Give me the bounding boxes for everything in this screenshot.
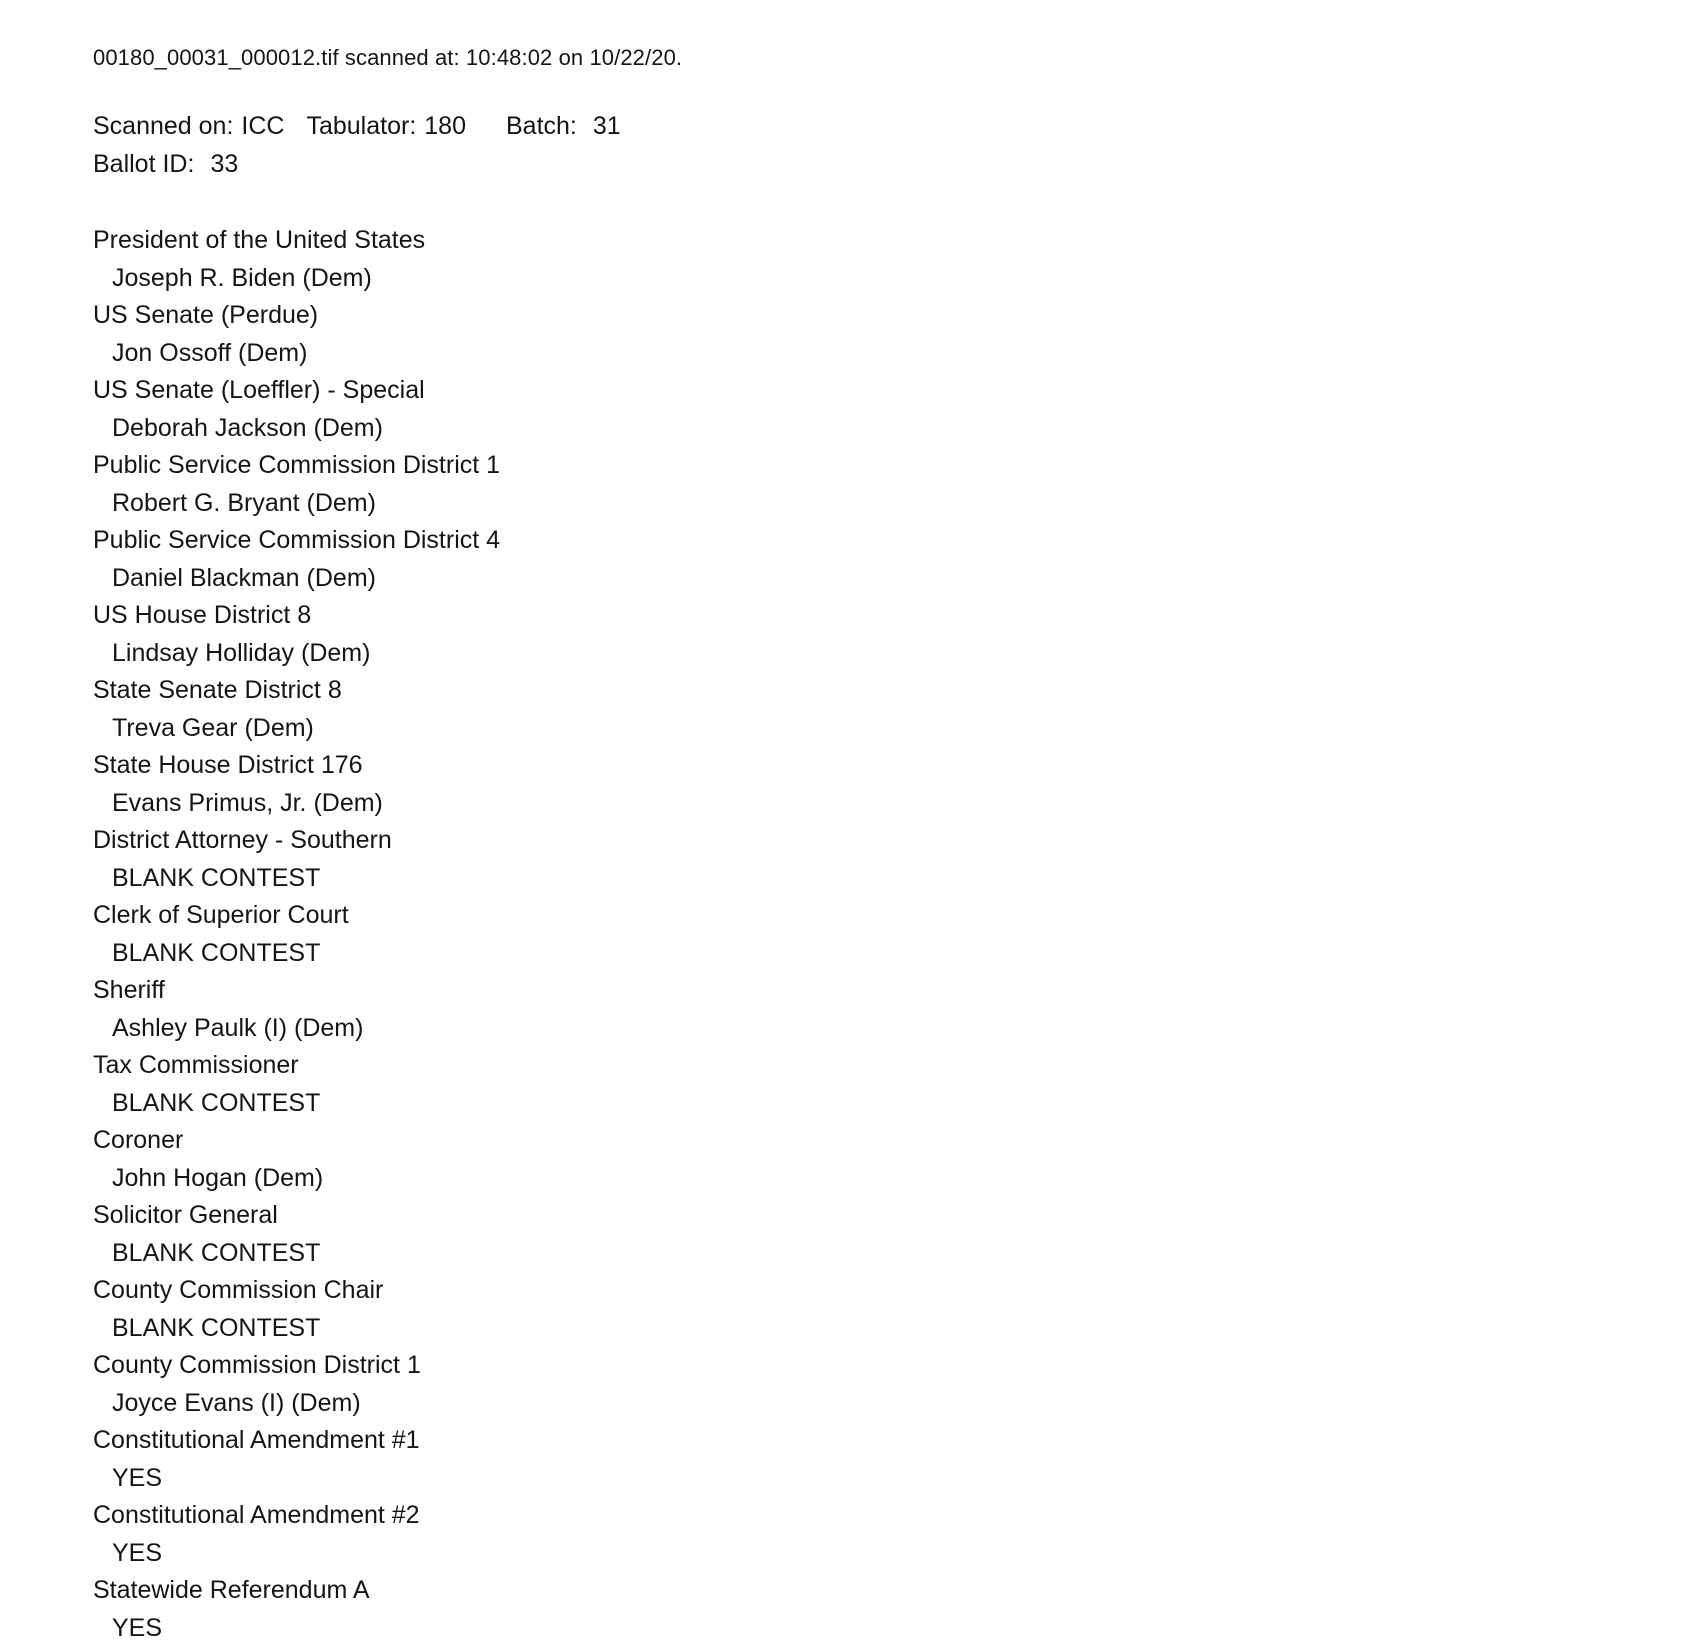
contest-row [93, 297, 1667, 372]
contest-selection: BLANK CONTEST [112, 1313, 321, 1342]
contest-row [93, 972, 1667, 1047]
contest-selection: YES [112, 1613, 163, 1642]
contest-name: Sheriff [93, 976, 165, 1004]
contest-selection: Robert G. Bryant (Dem) [112, 488, 376, 517]
scanned-on-label: Scanned on: [93, 112, 234, 140]
tabulator-value: 180 [424, 112, 466, 140]
contest-selection: BLANK CONTEST [112, 863, 321, 892]
contest-row [93, 747, 1667, 822]
contest-selection: Deborah Jackson (Dem) [112, 413, 383, 442]
contest-selection: Daniel Blackman (Dem) [112, 563, 376, 592]
contest-row [93, 222, 1667, 297]
contest-selection: Evans Primus, Jr. (Dem) [112, 788, 383, 817]
contest-row [93, 897, 1667, 972]
contest-selection: Jon Ossoff (Dem) [112, 338, 308, 367]
contest-name: County Commission District 1 [93, 1351, 421, 1379]
ballot-id-value: 33 [210, 149, 239, 178]
ballot-id-label: Ballot ID: [93, 149, 195, 178]
contest-name: Public Service Commission District 4 [93, 526, 501, 554]
contest-name: Tax Commissioner [93, 1051, 299, 1079]
contest-selection: YES [112, 1538, 163, 1567]
contest-name: Constitutional Amendment #1 [93, 1426, 420, 1454]
tabulator-label: Tabulator: [306, 112, 417, 140]
contest-row [93, 1497, 1667, 1572]
contest-name: US Senate (Perdue) [93, 301, 319, 329]
contest-selection: Joyce Evans (I) (Dem) [112, 1388, 361, 1417]
contest-row [93, 1347, 1667, 1422]
contest-row [93, 522, 1667, 597]
contest-selection: John Hogan (Dem) [112, 1163, 324, 1192]
contest-name: Statewide Referendum A [93, 1576, 370, 1604]
contest-name: Constitutional Amendment #2 [93, 1501, 420, 1529]
contest-row [93, 822, 1667, 897]
contest-name: State House District 176 [93, 751, 363, 779]
contest-selection: YES [112, 1463, 163, 1492]
contest-name: State Senate District 8 [93, 676, 342, 704]
scan-filename-line: 00180_00031_000012.tif scanned at: 10:48:02 on 10/22/20. [93, 45, 683, 70]
contest-row [93, 597, 1667, 672]
contest-row [93, 1272, 1667, 1347]
ballot-id-row [93, 146, 1667, 184]
scanned-on-value: ICC [241, 112, 285, 140]
contest-selection: BLANK CONTEST [112, 1238, 321, 1267]
scan-info-block [93, 108, 1667, 183]
contest-selection: Ashley Paulk (I) (Dem) [112, 1013, 364, 1042]
contest-row [93, 1047, 1667, 1122]
contest-name: District Attorney - Southern [93, 826, 392, 854]
contest-selection: Lindsay Holliday (Dem) [112, 638, 371, 667]
contest-row [93, 672, 1667, 747]
contest-name: Clerk of Superior Court [93, 901, 349, 929]
contest-row [93, 1422, 1667, 1497]
contest-name: Public Service Commission District 1 [93, 451, 501, 479]
contest-selection: Treva Gear (Dem) [112, 713, 314, 742]
contest-selection: BLANK CONTEST [112, 1088, 321, 1117]
contest-name: Solicitor General [93, 1201, 278, 1229]
contest-name: US Senate (Loeffler) - Special [93, 376, 425, 404]
contest-row [93, 1197, 1667, 1272]
batch-value: 31 [592, 112, 621, 140]
contest-row [93, 372, 1667, 447]
batch-label: Batch: [505, 112, 577, 140]
contest-name: President of the United States [93, 226, 426, 254]
contest-row [93, 447, 1667, 522]
contest-row [93, 1122, 1667, 1197]
contest-row [93, 1572, 1667, 1647]
scan-info-row [93, 108, 1667, 146]
contest-list [93, 222, 1667, 1647]
contest-name: US House District 8 [93, 601, 312, 629]
contest-name: County Commission Chair [93, 1276, 384, 1304]
contest-selection: Joseph R. Biden (Dem) [112, 263, 372, 292]
contest-selection: BLANK CONTEST [112, 938, 321, 967]
contest-name: Coroner [93, 1126, 184, 1154]
